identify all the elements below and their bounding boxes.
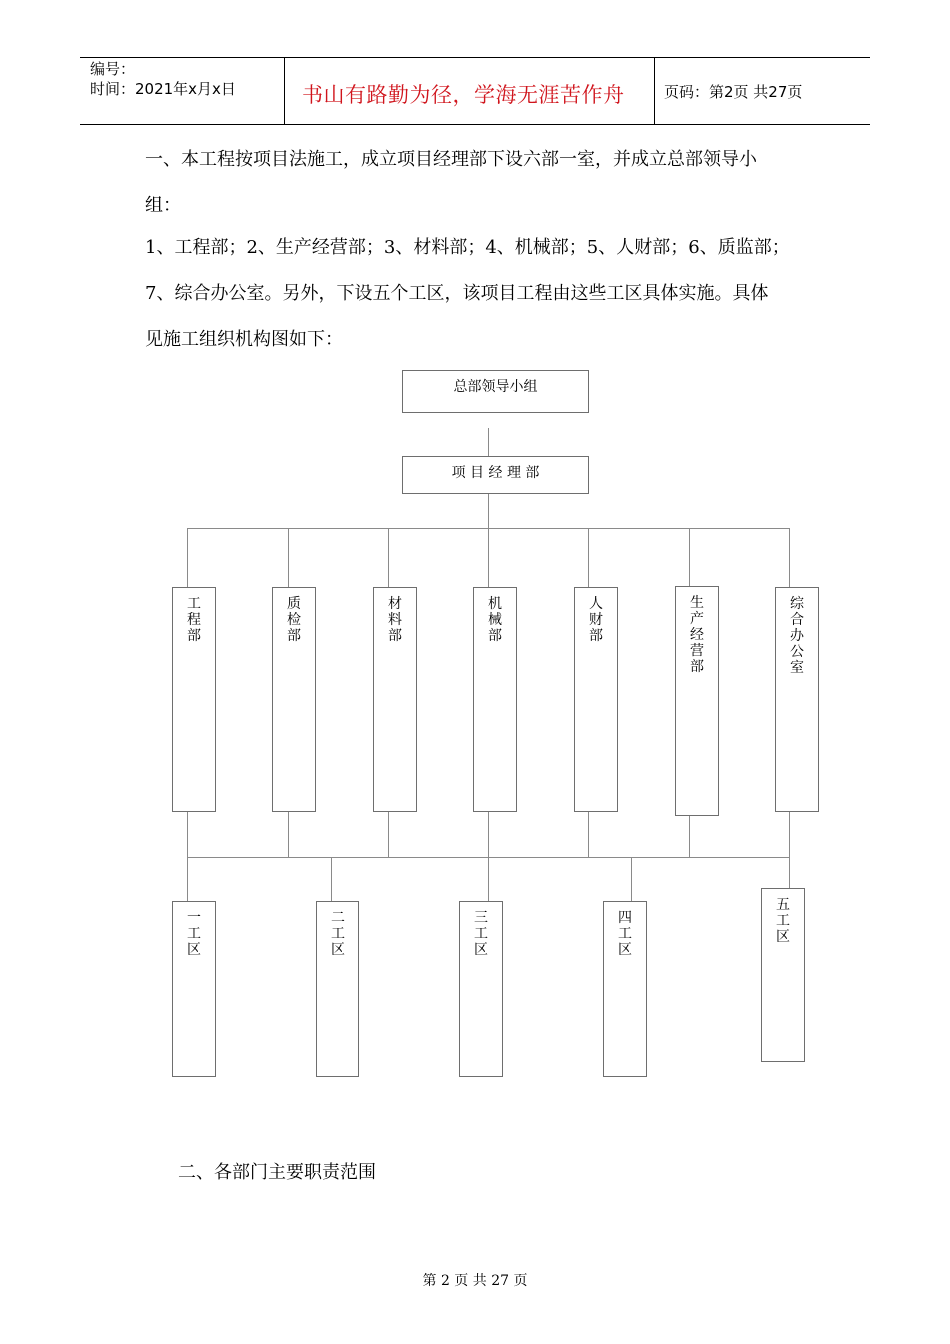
dept-drop-top-4: [488, 528, 489, 588]
dept-drop-bottom-4: [488, 811, 489, 857]
workarea-drop-2: [331, 857, 332, 902]
dept-box-engineering: 工程部: [172, 587, 216, 812]
workarea-drop-3: [488, 857, 489, 902]
workarea-box-3: 三工区: [459, 901, 503, 1077]
dept-drop-top-2: [288, 528, 289, 588]
dept-box-materials: 材料部: [373, 587, 417, 812]
header-number-label: 编号：: [90, 60, 136, 78]
dept-drop-top-6: [689, 528, 690, 587]
header-page-info: 页码：第2页 共27页: [664, 83, 803, 101]
workarea-box-5: 五工区: [761, 888, 805, 1062]
connector-pm-down: [488, 493, 489, 529]
dept-box-office: 综合办公室: [775, 587, 819, 812]
dept-drop-bottom-7: [789, 811, 790, 857]
dept-box-machinery: 机械部: [473, 587, 517, 812]
header-time-label: 时间：2021年x月x日: [90, 80, 236, 98]
para2-line2: 7、综合办公室。另外，下设五个工区，该项目工程由这些工区具体实施。具体: [145, 283, 769, 304]
page-footer: 第 2 页 共 27 页: [422, 1273, 528, 1289]
para1-line1: 一、本工程按项目法施工，成立项目经理部下设六部一室，并成立总部领导小: [145, 149, 757, 170]
workarea-box-4: 四工区: [603, 901, 647, 1077]
dept-box-hr-finance: 人财部: [574, 587, 618, 812]
workarea-box-2: 二工区: [316, 901, 359, 1077]
dept-drop-top-7: [789, 528, 790, 588]
dept-drop-top-3: [388, 528, 389, 588]
para2-line3: 见施工组织机构图如下：: [145, 329, 343, 350]
para2-line1: 1、工程部；2、生产经营部；3、材料部；4、机械部；5、人财部；6、质监部；: [145, 237, 790, 258]
project-dept-box: 项 目 经 理 部: [402, 456, 589, 494]
header-top-border: [80, 57, 870, 58]
leader-group-box: 总部领导小组: [402, 370, 589, 413]
header-motto: 书山有路勤为径，学海无涯苦作舟: [302, 83, 625, 107]
connector-leader-to-pm: [488, 428, 489, 457]
dept-drop-bottom-5: [588, 811, 589, 857]
dept-drop-bottom-3: [388, 811, 389, 857]
dept-drop-top-1: [187, 528, 188, 588]
header-divider-left: [284, 57, 285, 124]
workarea-drop-4: [631, 857, 632, 902]
workarea-box-1: 一工区: [172, 901, 216, 1077]
dept-box-quality: 质检部: [272, 587, 316, 812]
para1-line2: 组：: [145, 195, 181, 216]
workarea-drop-1: [187, 857, 188, 902]
dept-drop-bottom-6: [689, 816, 690, 857]
section2-title: 二、各部门主要职责范围: [178, 1162, 376, 1183]
dept-drop-top-5: [588, 528, 589, 588]
dept-drop-bottom-1: [187, 811, 188, 857]
header-bottom-border: [80, 124, 870, 125]
dept-box-production: 生产经营部: [675, 586, 719, 816]
header-divider-right: [654, 57, 655, 124]
workarea-drop-5: [789, 857, 790, 889]
dept-drop-bottom-2: [288, 811, 289, 857]
